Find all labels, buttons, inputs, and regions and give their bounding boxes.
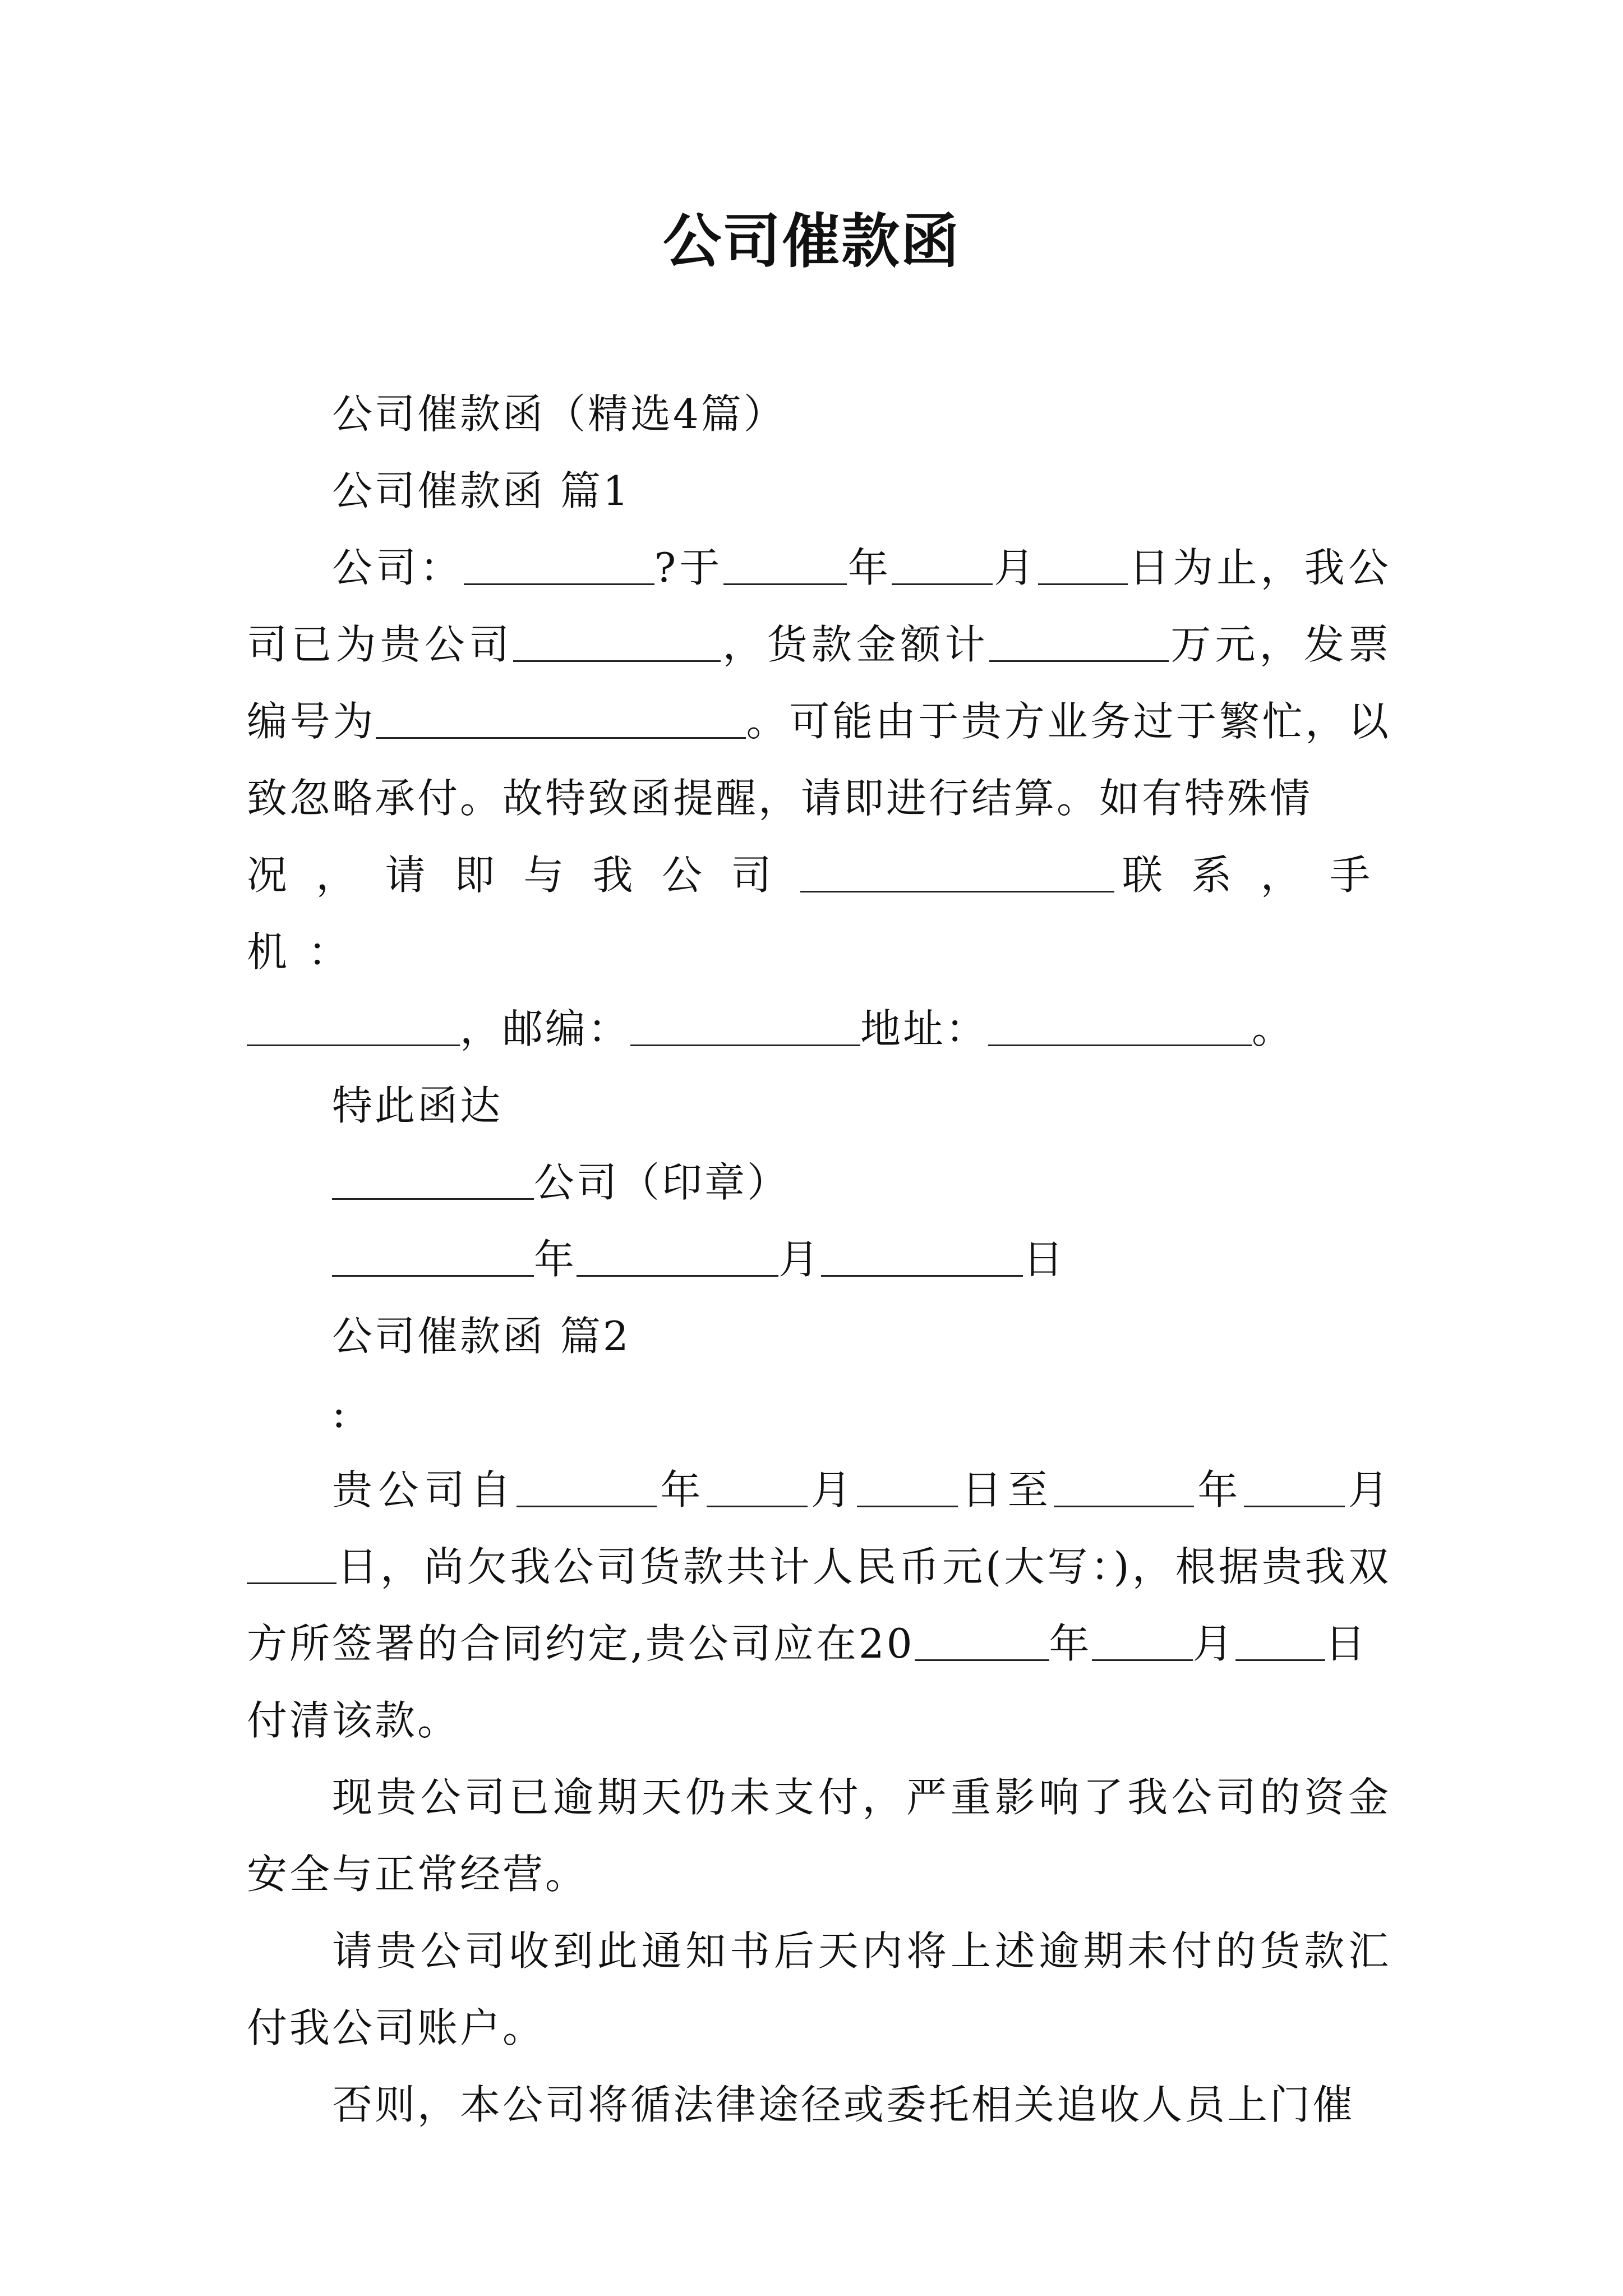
text: 司已为贵公司 <box>247 621 514 668</box>
blank-line <box>1235 1614 1325 1661</box>
text: 联系，手机： <box>247 852 1391 976</box>
closing-line: 特此函达 <box>332 1082 503 1129</box>
blank-line <box>247 1000 460 1046</box>
text: 日 <box>1325 1620 1368 1667</box>
blank-line <box>1092 1614 1193 1661</box>
text: 年 <box>1049 1620 1092 1667</box>
blank-line <box>800 846 1114 892</box>
text: 以致忽略承付。故特致函提醒，请即进行结算。如有特殊情 <box>247 698 1391 822</box>
text: 付清该款。 <box>247 1697 460 1744</box>
text: ，邮编： <box>460 1005 631 1052</box>
text: 日为止，我公 <box>1127 544 1391 591</box>
section-2-paragraph-4: 否则，本公司将循法律途径或委托相关追收人员上门催 <box>332 2081 1355 2128</box>
section-1-paragraph <box>247 530 1391 1068</box>
text: 。可能由于贵方业务过于繁忙， <box>746 698 1348 745</box>
seal-line <box>247 1144 1391 1221</box>
blank-line <box>988 1000 1252 1046</box>
seal-text: 公司（印章） <box>534 1159 790 1206</box>
document-subtitle: 公司催款函（精选4篇） <box>332 390 786 438</box>
blank-line <box>821 1230 1023 1277</box>
text: 日 <box>1023 1236 1066 1283</box>
blank-line <box>989 615 1169 662</box>
text: ，货款金额计 <box>721 621 989 668</box>
blank-line <box>577 1230 778 1277</box>
blank-line <box>1244 1461 1345 1507</box>
text: 。 <box>1252 1005 1295 1052</box>
text: 月 <box>778 1236 822 1283</box>
blank-line <box>332 1153 534 1200</box>
text: 日，尚欠我公司货款共计人民币元(大写：)，根据贵我双方 <box>247 1543 1391 1667</box>
text: 况，请即与我公司 <box>247 852 800 899</box>
text: 贵公司自 <box>332 1466 517 1513</box>
blank-line <box>892 539 993 585</box>
blank-line <box>376 692 746 739</box>
blank-line <box>630 1000 860 1046</box>
text: ?于 <box>654 544 723 591</box>
text: 月 <box>1344 1466 1391 1513</box>
blank-line <box>517 1461 657 1507</box>
date-line <box>247 1221 1391 1298</box>
document-title: 公司催款函 <box>662 206 960 275</box>
text: 月 <box>1192 1620 1235 1667</box>
blank-line <box>1054 1461 1194 1507</box>
text: 公司： <box>332 544 464 591</box>
text: 所签署的合同约定,贵公司应在20 <box>289 1620 915 1667</box>
blank-line <box>857 1461 958 1507</box>
text: 日至 <box>958 1466 1054 1513</box>
text: 月 <box>993 544 1038 591</box>
blank-line <box>723 539 847 585</box>
salutation: : <box>332 1389 348 1437</box>
section-2-heading: 公司催款函 篇2 <box>332 1313 631 1360</box>
blank-line <box>915 1614 1049 1661</box>
section-2-paragraph-1 <box>247 1452 1391 1759</box>
text: 年 <box>534 1236 577 1283</box>
text: 年 <box>1194 1466 1244 1513</box>
text: 地址： <box>860 1005 989 1052</box>
blank-line <box>513 615 721 662</box>
section-2-paragraph-3: 请贵公司收到此通知书后天内将上述逾期未付的货款汇付我公司账户。 <box>247 1927 1391 2051</box>
document-body <box>247 376 1391 2143</box>
text: 年 <box>846 544 892 591</box>
blank-line <box>1038 539 1128 585</box>
blank-line <box>707 1461 808 1507</box>
section-2-paragraph-2: 现贵公司已逾期天仍未支付，严重影响了我公司的资金安全与正常经营。 <box>247 1774 1391 1898</box>
blank-line <box>247 1538 336 1584</box>
text: 万元，发票 <box>1168 621 1391 668</box>
text: 月 <box>807 1466 857 1513</box>
text: 编号为 <box>247 698 376 745</box>
blank-line <box>464 539 654 585</box>
blank-line <box>332 1230 534 1277</box>
text: 年 <box>657 1466 707 1513</box>
section-1-heading: 公司催款函 篇1 <box>332 467 631 514</box>
